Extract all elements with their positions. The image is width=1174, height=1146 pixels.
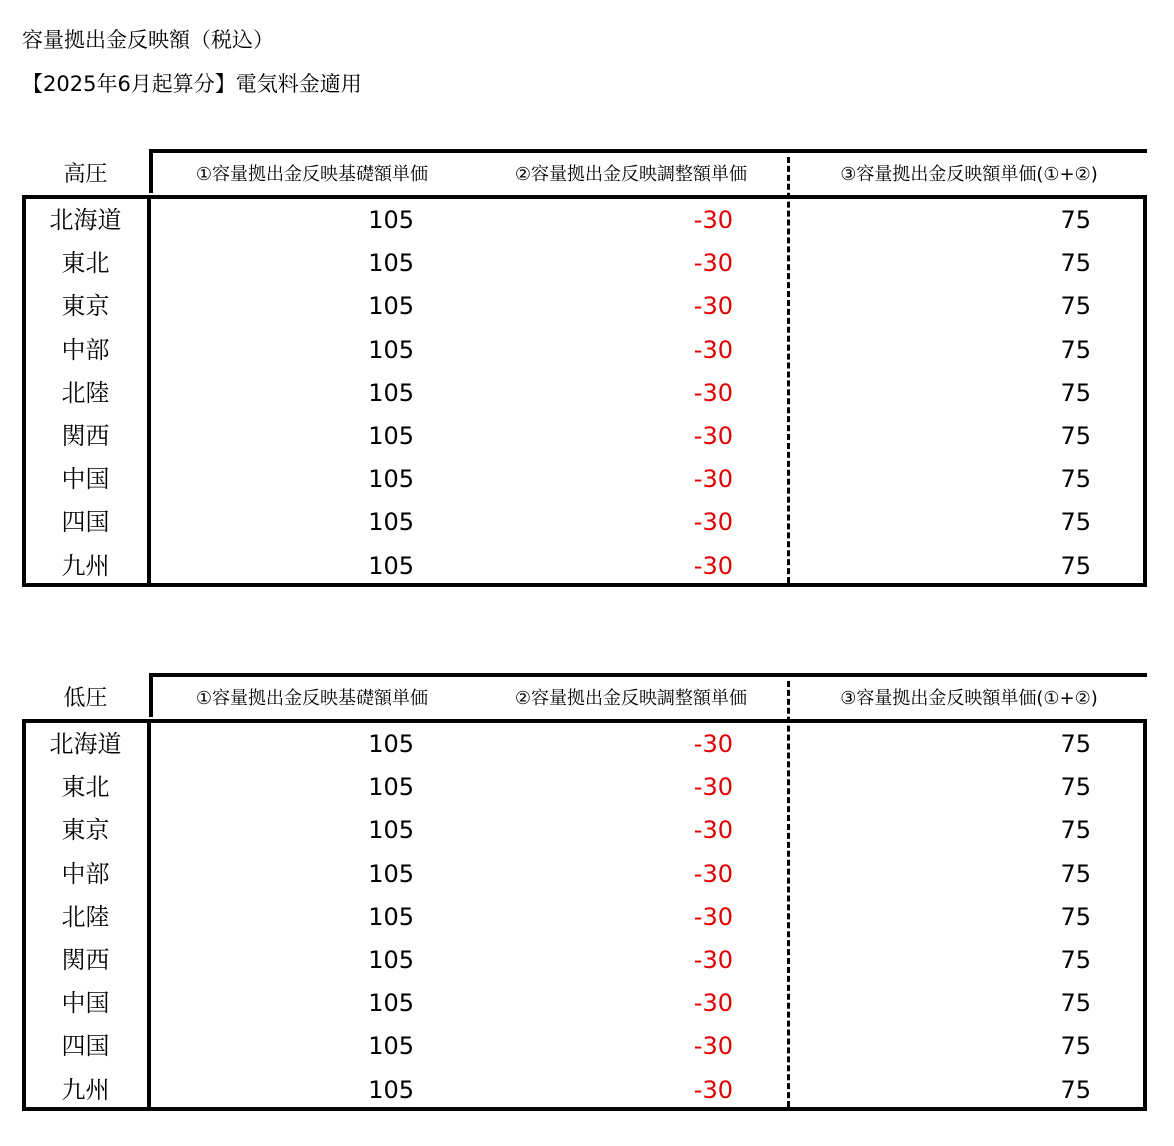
adjustment-price-cell: -30 (693, 1075, 733, 1104)
table-row (0, 1025, 1125, 1068)
category-label: 高圧 (63, 161, 108, 187)
adjustment-price-cell: -30 (693, 989, 733, 1018)
table-row (0, 723, 1125, 766)
total-price-cell: 75 (1060, 249, 1091, 278)
region-cell: 中国 (61, 465, 110, 494)
column-header-row (149, 149, 1147, 193)
base-price-cell: 105 (368, 551, 414, 580)
table-row (0, 242, 1125, 285)
base-price-cell: 105 (368, 989, 414, 1018)
total-price-cell: 75 (1060, 292, 1091, 321)
region-cell: 中国 (61, 989, 110, 1018)
total-price-cell: 75 (1060, 551, 1091, 580)
total-price-cell: 75 (1060, 422, 1091, 450)
column-header-1: ①容量拠出金反映基礎額単価 (195, 164, 429, 185)
column-header-2: ②容量拠出金反映調整額単価 (514, 688, 748, 709)
region-cell: 東京 (61, 816, 110, 845)
column-header-3: ③容量拠出金反映額単価(①+②) (840, 688, 1098, 709)
base-price-cell: 105 (368, 249, 414, 278)
category-label: 低圧 (63, 685, 108, 711)
page-subtitle: 【2025年6月起算分】電気料金適用 (22, 72, 362, 96)
region-cell: 東北 (61, 773, 110, 802)
total-price-cell: 75 (1060, 816, 1091, 845)
column-header-3: ③容量拠出金反映額単価(①+②) (840, 164, 1098, 185)
base-price-cell: 105 (368, 335, 414, 364)
table-row (0, 896, 1125, 939)
table-row (0, 545, 1125, 588)
adjustment-price-cell: -30 (693, 902, 733, 931)
table-row (0, 329, 1125, 372)
adjustment-price-cell: -30 (693, 946, 733, 974)
total-price-cell: 75 (1060, 730, 1091, 758)
base-price-cell: 105 (368, 422, 414, 450)
base-price-cell: 105 (368, 773, 414, 802)
column-header-1: ①容量拠出金反映基礎額単価 (195, 688, 429, 709)
adjustment-price-cell: -30 (693, 422, 733, 450)
column-header-2: ②容量拠出金反映調整額単価 (514, 164, 748, 185)
adjustment-price-cell: -30 (693, 292, 733, 321)
base-price-cell: 105 (368, 508, 414, 537)
adjustment-price-cell: -30 (693, 508, 733, 537)
region-cell: 北陸 (61, 378, 110, 407)
region-cell: 中部 (61, 859, 110, 888)
region-cell: 四国 (61, 508, 110, 537)
region-cell: 関西 (61, 946, 110, 974)
region-cell: 北陸 (61, 902, 110, 931)
region-cell: 九州 (61, 1075, 110, 1104)
total-price-cell: 75 (1060, 335, 1091, 364)
base-price-cell: 105 (368, 859, 414, 888)
total-price-cell: 75 (1060, 508, 1091, 537)
base-price-cell: 105 (368, 292, 414, 321)
adjustment-price-cell: -30 (693, 773, 733, 802)
adjustment-price-cell: -30 (693, 249, 733, 278)
table-row (0, 766, 1125, 809)
adjustment-price-cell: -30 (693, 816, 733, 845)
adjustment-price-cell: -30 (693, 730, 733, 758)
total-price-cell: 75 (1060, 1032, 1091, 1061)
region-cell: 四国 (61, 1032, 110, 1061)
region-cell: 北海道 (49, 730, 122, 758)
total-price-cell: 75 (1060, 946, 1091, 974)
page-title: 容量拠出金反映額（税込） (22, 28, 274, 52)
adjustment-price-cell: -30 (693, 859, 733, 888)
table-row (0, 372, 1125, 415)
total-price-cell: 75 (1060, 206, 1091, 234)
table-row (0, 982, 1125, 1025)
total-price-cell: 75 (1060, 1075, 1091, 1104)
table-row (0, 809, 1125, 852)
region-cell: 九州 (61, 551, 110, 580)
table-row (0, 853, 1125, 896)
region-cell: 東京 (61, 292, 110, 321)
table-row (0, 1069, 1125, 1112)
region-cell: 北海道 (49, 206, 122, 234)
total-price-cell: 75 (1060, 989, 1091, 1018)
region-cell: 東北 (61, 249, 110, 278)
adjustment-price-cell: -30 (693, 551, 733, 580)
total-price-cell: 75 (1060, 773, 1091, 802)
table-row (0, 285, 1125, 328)
adjustment-price-cell: -30 (693, 378, 733, 407)
region-cell: 中部 (61, 335, 110, 364)
base-price-cell: 105 (368, 946, 414, 974)
table-row (0, 939, 1125, 982)
base-price-cell: 105 (368, 902, 414, 931)
adjustment-price-cell: -30 (693, 335, 733, 364)
table-row (0, 415, 1125, 458)
region-cell: 関西 (61, 422, 110, 450)
total-price-cell: 75 (1060, 378, 1091, 407)
total-price-cell: 75 (1060, 859, 1091, 888)
base-price-cell: 105 (368, 378, 414, 407)
adjustment-price-cell: -30 (693, 1032, 733, 1061)
base-price-cell: 105 (368, 1075, 414, 1104)
adjustment-price-cell: -30 (693, 465, 733, 494)
total-price-cell: 75 (1060, 465, 1091, 494)
table-row (0, 458, 1125, 501)
base-price-cell: 105 (368, 816, 414, 845)
total-price-cell: 75 (1060, 902, 1091, 931)
base-price-cell: 105 (368, 1032, 414, 1061)
table-row (0, 501, 1125, 544)
column-header-row (149, 673, 1147, 717)
base-price-cell: 105 (368, 465, 414, 494)
base-price-cell: 105 (368, 730, 414, 758)
table-row (0, 199, 1125, 242)
adjustment-price-cell: -30 (693, 206, 733, 234)
base-price-cell: 105 (368, 206, 414, 234)
